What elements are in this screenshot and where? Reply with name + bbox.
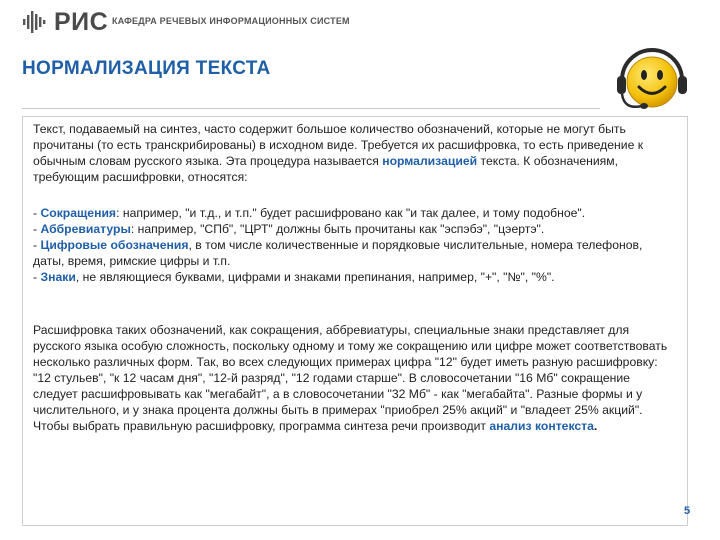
list-item-prefix: -: [33, 270, 41, 284]
list-item: [33, 221, 673, 237]
list-item: [33, 237, 673, 269]
term-context-analysis: анализ контекста: [489, 419, 594, 433]
page-number: 5: [684, 505, 691, 517]
intro-text-1: Текст, подаваемый на синтез, часто содержит большое количество обозначений, которые не могут быть прочитаны (то есть транскрибированы) в исходном виде. Требуется их расшифровка, то есть приведение к обычным словам русского языка. Эта процедура называется: [33, 122, 644, 168]
term-normalization: нормализацией: [382, 154, 478, 168]
abbreviation-types-list: [33, 205, 673, 285]
intro-paragraph: [33, 121, 673, 185]
headset-smiley-icon: [612, 40, 692, 120]
list-item: [33, 269, 673, 285]
outro-text: Расшифровка таких обозначений, как сокращения, аббревиатуры, специальные знаки представляет для русского языка особую сложность, поскольку одному и тому же сокращению или цифре может соответствовать несколько различных форм. Так, во всех следующих примерах цифра "12" будет иметь разную расшифровку: "12 стульев", "к 12 часам дня", "12-й разряд", "12 годами старше". В словосочетании "16 Мб" сокращение следует расшифровывать как "мегабайт", а в словосочетании "32 Мб" - как "мегабайта". Разные формы и у числительного, и у знака процента должны быть в примерах "приобрел 25% акций" и "владеет 25% акций". Чтобы выбрать правильную расшифровку, программа синтеза речи производит: [33, 323, 668, 433]
logo-text: РИС: [54, 8, 109, 36]
list-item-prefix: -: [33, 222, 41, 236]
list-item-text: : например, "СПб", "ЦРТ" должны быть прочитаны как "эспэбэ", "цэертэ".: [130, 222, 545, 236]
list-item-term: Цифровые обозначения: [40, 238, 189, 252]
intro-text-2: текста. К обозначениям, требующим расшифровки, относятся:: [33, 154, 619, 184]
list-item-prefix: -: [33, 206, 41, 220]
list-item-prefix: -: [33, 238, 41, 252]
logo-waveform-icon: [22, 10, 48, 34]
list-item-term: Знаки: [40, 270, 76, 284]
logo-subtitle: КАФЕДРА РЕЧЕВЫХ ИНФОРМАЦИОННЫХ СИСТЕМ: [112, 16, 350, 26]
outro-end: .: [593, 419, 598, 433]
list-item-text: , в том числе количественные и порядковые числительные, номера телефонов, даты, время, римские цифры и т.п.: [33, 238, 643, 268]
list-item-text: , не являющиеся буквами, цифрами и знаками препинания, например, "+", "№", "%".: [75, 270, 555, 284]
title-divider: [22, 108, 600, 109]
list-item-term: Сокращения: [40, 206, 117, 220]
page-title: НОРМАЛИЗАЦИЯ ТЕКСТА: [22, 58, 271, 79]
outro-paragraph: [33, 322, 673, 434]
list-item-term: Аббревиатуры: [40, 222, 131, 236]
list-item-text: : например, "и т.д., и т.п." будет расшифровано как "и так далее, и тому подобное".: [116, 206, 586, 220]
list-item: [33, 205, 673, 221]
